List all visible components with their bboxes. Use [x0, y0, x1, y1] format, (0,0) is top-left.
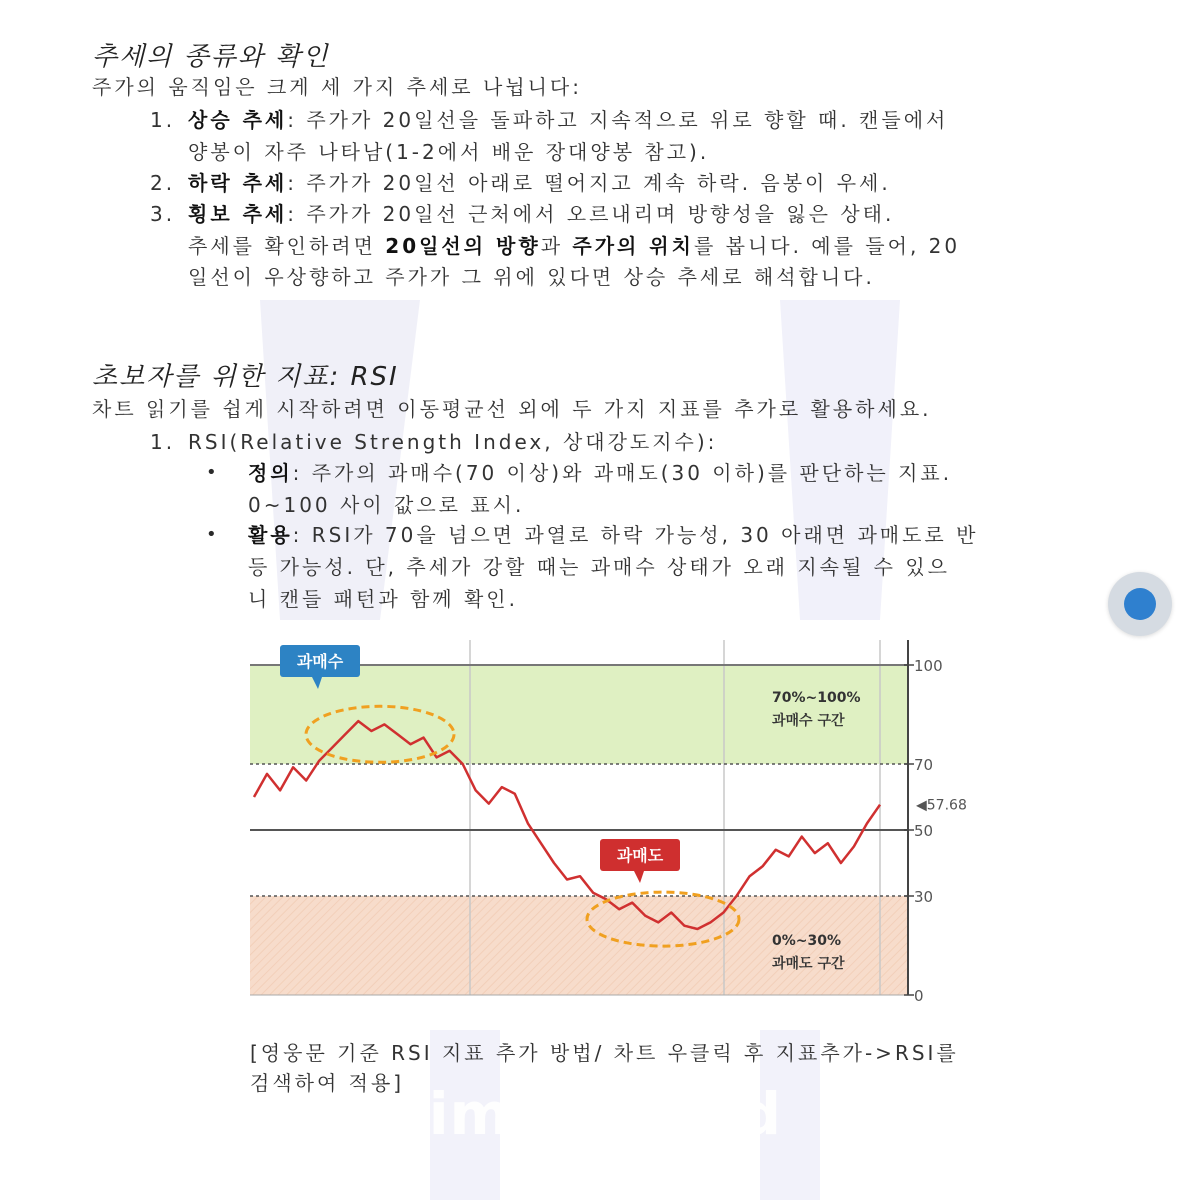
- section-title-trend: 추세의 종류와 확인: [92, 42, 330, 72]
- confirm-text: 를 봅니다. 예를 들어, 20: [693, 234, 961, 258]
- confirm-bold-2: 주가의 위치: [572, 234, 694, 258]
- oversold-callout-pointer: [634, 871, 644, 883]
- trend-item-1-cont: 양봉이 자주 나타남(1-2에서 배운 장대양봉 참고).: [188, 140, 710, 164]
- rsi-item-title: RSI(Relative Strength Index, 상대강도지수):: [188, 430, 718, 454]
- caption-line2: 검색하여 적용]: [250, 1071, 405, 1095]
- bullet-text: : 주가의 과매수(70 이상)와 과매도(30 이하)를 판단하는 지표.: [292, 461, 953, 485]
- y-tick-label: 100: [914, 657, 943, 675]
- rsi-usage-line2: 등 가능성. 단, 추세가 강할 때는 과매수 상태가 오래 지속될 수 있으: [248, 555, 950, 579]
- overbought-zone-range: 70%~100%: [772, 690, 861, 706]
- y-tick-label: 50: [914, 822, 934, 840]
- oversold-zone-range: 0%~30%: [772, 933, 842, 949]
- confirm-bold-1: 20일선의 방향: [385, 234, 541, 258]
- item-bold: 상승 추세: [188, 108, 288, 132]
- item-number: 1.: [150, 430, 176, 454]
- y-tick-label: 30: [914, 888, 934, 906]
- overbought-zone-name: 과매수 구간: [772, 713, 845, 729]
- rsi-definition-line2: 0~100 사이 값으로 표시.: [248, 493, 525, 517]
- bullet-bold: 정의: [248, 461, 293, 485]
- y-tick-label: 0: [914, 987, 924, 1005]
- trend-confirm-line2: 일선이 우상향하고 주가가 그 위에 있다면 상승 추세로 해석합니다.: [188, 265, 875, 289]
- watermark: timespread: [400, 1080, 783, 1148]
- item-number: 3.: [150, 202, 176, 226]
- trend-item-1: [150, 105, 948, 135]
- rsi-usage-line3: 니 캔들 패턴과 함께 확인.: [248, 587, 518, 611]
- trend-intro: 주가의 움직임은 크게 세 가지 추세로 나뉩니다:: [92, 75, 582, 99]
- bullet-icon: •: [206, 524, 217, 545]
- item-bold: 횡보 추세: [188, 202, 288, 226]
- scroll-handle-icon: [1124, 588, 1156, 620]
- caption-line1: [영웅문 기준 RSI 지표 추가 방법/ 차트 우클릭 후 지표추가->RSI를: [250, 1041, 959, 1065]
- oversold-callout-label: 과매도: [616, 846, 664, 865]
- trend-confirm-line1: [188, 231, 960, 261]
- item-text: : 주가가 20일선을 돌파하고 지속적으로 위로 향할 때. 캔들에서: [287, 108, 949, 132]
- rsi-item-1: [150, 427, 717, 457]
- item-text: : 주가가 20일선 아래로 떨어지고 계속 하락. 음봉이 우세.: [287, 171, 891, 195]
- confirm-text: 추세를 확인하려면: [188, 234, 386, 258]
- overbought-callout-label: 과매수: [296, 652, 344, 671]
- trend-item-3: [150, 199, 894, 229]
- rsi-definition-line1: [248, 458, 952, 488]
- rsi-usage-line1: [248, 520, 978, 550]
- floating-scroll-button[interactable]: [1108, 572, 1172, 636]
- item-number: 2.: [150, 171, 176, 195]
- item-number: 1.: [150, 108, 176, 132]
- item-bold: 하락 추세: [188, 171, 288, 195]
- y-tick-label: 70: [914, 756, 934, 774]
- current-value-label: ◀57.68: [916, 797, 967, 814]
- confirm-text: 과: [540, 234, 573, 258]
- trend-item-2: [150, 168, 891, 198]
- rsi-chart: [240, 625, 1000, 1025]
- oversold-zone-name: 과매도 구간: [772, 956, 845, 972]
- rsi-intro: 차트 읽기를 쉽게 시작하려면 이동평균선 외에 두 가지 지표를 추가로 활용하세요.: [92, 397, 932, 421]
- item-text: : 주가가 20일선 근처에서 오르내리며 방향성을 잃은 상태.: [287, 202, 895, 226]
- bullet-bold: 활용: [248, 523, 293, 547]
- bullet-icon: •: [206, 462, 217, 483]
- section-title-rsi: 초보자를 위한 지표: RSI: [92, 362, 399, 392]
- bullet-text: : RSI가 70을 넘으면 과열로 하락 가능성, 30 아래면 과매도로 반: [292, 523, 979, 547]
